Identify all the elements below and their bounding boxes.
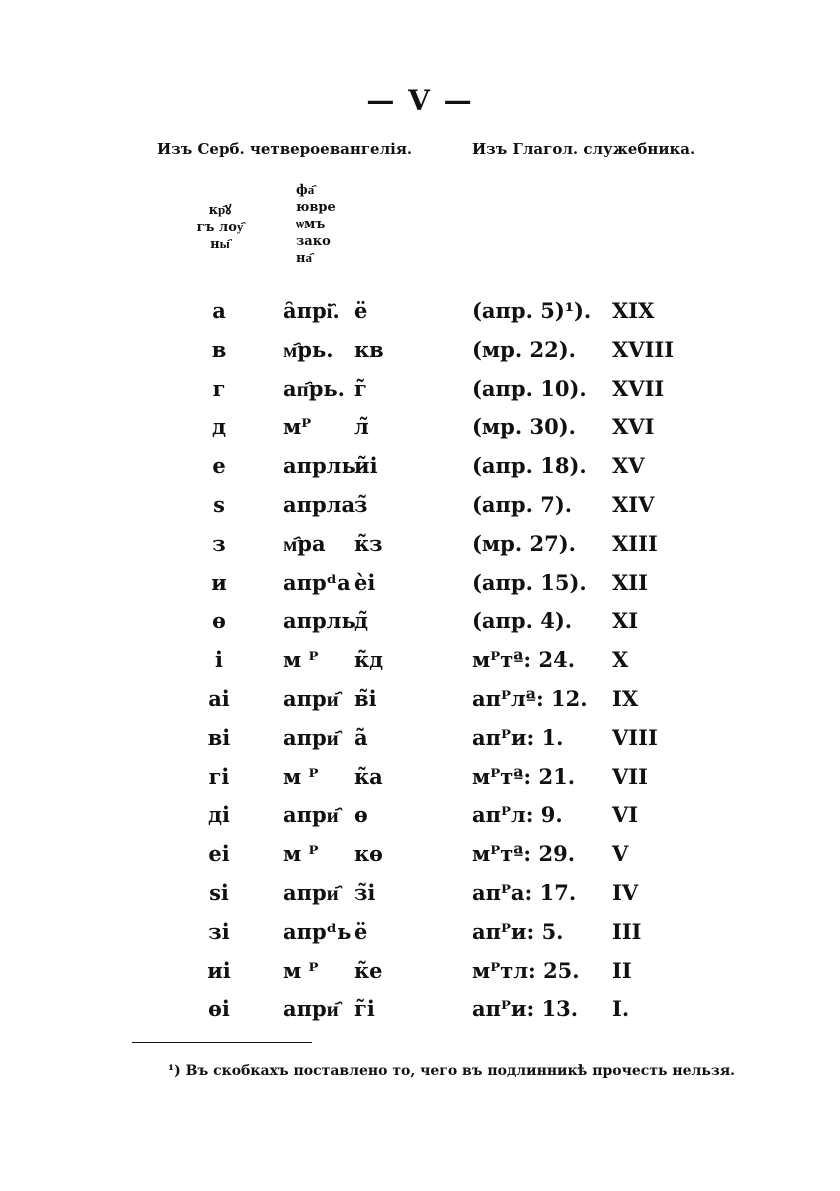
serbian-day: з̃і <box>354 880 376 905</box>
serbian-day: г̃і <box>354 996 375 1021</box>
roman-numeral: X <box>612 647 629 672</box>
subheading-fevroom-zakona: фа҄ ювре ѡмъ зако на҄ <box>296 183 336 266</box>
row-number: і <box>215 647 223 672</box>
serbian-month: апрль <box>283 453 356 478</box>
serbian-month: апри҄ <box>283 725 339 750</box>
serbian-month: апри҄ <box>283 880 339 905</box>
table-row <box>0 647 840 679</box>
roman-numeral: XVI <box>612 414 655 439</box>
table-row <box>0 531 840 563</box>
roman-numeral: VII <box>612 764 648 789</box>
serbian-month: апри҄ <box>283 686 339 711</box>
page-number: — V — <box>366 84 474 117</box>
serbian-month: м ᴾ <box>283 958 319 983</box>
table-row <box>0 919 840 951</box>
table-row <box>0 337 840 369</box>
subheading-kruglogo: кр҄ꙋ гъ лоу҄ ны҄ <box>196 203 244 252</box>
row-number: аі <box>208 686 230 711</box>
roman-numeral: I. <box>612 996 630 1021</box>
right-column-title: Изъ Глагол. служебника. <box>472 140 696 158</box>
glagolitic-date: (апр. 4). <box>472 608 573 633</box>
row-number: ѳ <box>212 608 226 633</box>
row-number: ві <box>207 725 231 750</box>
serbian-month: апри҄ <box>283 996 339 1021</box>
roman-numeral: XIII <box>612 531 658 556</box>
serbian-day: ѳ <box>354 802 368 827</box>
table-row <box>0 764 840 796</box>
row-number: еі <box>208 841 230 866</box>
row-number: и <box>211 570 227 595</box>
row-number: г <box>212 376 226 401</box>
glagolitic-date: мᴾтª: 29. <box>472 841 576 866</box>
glagolitic-date: (апр. 7). <box>472 492 573 517</box>
serbian-day: к̃д <box>354 647 384 672</box>
footnote: ¹) Въ скобкахъ поставлено то, чего въ подлинникѣ прочесть нельзя. <box>168 1063 736 1079</box>
roman-numeral: XIV <box>612 492 655 517</box>
table-row <box>0 608 840 640</box>
serbian-month: мᴾ <box>283 414 312 439</box>
left-column-title: Изъ Серб. четвероевангелія. <box>157 140 413 158</box>
serbian-month: м ᴾ <box>283 764 319 789</box>
roman-numeral: XV <box>612 453 645 478</box>
serbian-month: м҄рь. <box>283 337 334 362</box>
row-number: в <box>211 337 227 362</box>
table-row <box>0 453 840 485</box>
serbian-day: ѐі <box>354 570 376 595</box>
serbian-day: л̃ <box>354 414 369 439</box>
roman-numeral: II <box>612 958 632 983</box>
glagolitic-date: апᴾи: 13. <box>472 996 579 1021</box>
row-number: ѕ <box>213 492 225 517</box>
row-number: з <box>212 531 226 556</box>
serbian-month: м ᴾ <box>283 841 319 866</box>
roman-numeral: IX <box>612 686 639 711</box>
serbian-month: м ᴾ <box>283 647 319 672</box>
serbian-month: апрла <box>283 492 356 517</box>
table-row <box>0 414 840 446</box>
serbian-day: г̃ <box>354 376 367 401</box>
table-row <box>0 841 840 873</box>
roman-numeral: V <box>612 841 629 866</box>
row-number: а <box>212 298 226 323</box>
row-number: гі <box>208 764 230 789</box>
glagolitic-date: апᴾа: 17. <box>472 880 577 905</box>
row-number: ді <box>208 802 230 827</box>
table-row <box>0 686 840 718</box>
table-row <box>0 802 840 834</box>
roman-numeral: XI <box>612 608 639 633</box>
serbian-day: к̃е <box>354 958 383 983</box>
serbian-month: апрль <box>283 608 356 633</box>
glagolitic-date: (апр. 5)¹). <box>472 298 592 323</box>
glagolitic-date: мᴾтª: 24. <box>472 647 576 672</box>
table-row <box>0 492 840 524</box>
roman-numeral: XIX <box>612 298 655 323</box>
serbian-day: а̃ <box>354 725 368 750</box>
serbian-day: и̃і <box>354 453 378 478</box>
serbian-month: ап҄рь. <box>283 376 345 401</box>
serbian-day: д̃ <box>354 608 368 633</box>
roman-numeral: XVIII <box>612 337 675 362</box>
serbian-day: кв <box>354 337 384 362</box>
row-number: ѕі <box>209 880 229 905</box>
serbian-month: ȃпрі҄. <box>283 298 340 323</box>
glagolitic-date: мᴾтª: 21. <box>472 764 576 789</box>
row-number: ѳі <box>208 996 230 1021</box>
table-row <box>0 725 840 757</box>
roman-numeral: XII <box>612 570 648 595</box>
table-row <box>0 996 840 1028</box>
serbian-day: ё <box>354 919 368 944</box>
serbian-month: апри҄ <box>283 802 339 827</box>
glagolitic-date: апᴾи: 5. <box>472 919 564 944</box>
roman-numeral: III <box>612 919 642 944</box>
roman-numeral: XVII <box>612 376 665 401</box>
glagolitic-date: (апр. 18). <box>472 453 587 478</box>
table-row <box>0 376 840 408</box>
glagolitic-date: (апр. 10). <box>472 376 587 401</box>
row-number: иі <box>207 958 231 983</box>
table-row <box>0 880 840 912</box>
glagolitic-date: (мр. 27). <box>472 531 576 556</box>
roman-numeral: IV <box>612 880 639 905</box>
serbian-day: ё <box>354 298 368 323</box>
glagolitic-date: апᴾи: 1. <box>472 725 564 750</box>
glagolitic-date: мᴾтл: 25. <box>472 958 580 983</box>
table-row <box>0 570 840 602</box>
roman-numeral: VIII <box>612 725 658 750</box>
serbian-day: к̃з <box>354 531 383 556</box>
serbian-day: з̃ <box>354 492 368 517</box>
row-number: е <box>212 453 226 478</box>
glagolitic-date: апᴾл: 9. <box>472 802 563 827</box>
glagolitic-date: (апр. 15). <box>472 570 587 595</box>
glagolitic-date: апᴾлª: 12. <box>472 686 588 711</box>
glagolitic-date: (мр. 30). <box>472 414 576 439</box>
roman-numeral: VI <box>612 802 639 827</box>
serbian-day: в̃і <box>354 686 377 711</box>
footnote-rule <box>132 1042 312 1043</box>
serbian-day: кѳ <box>354 841 383 866</box>
row-number: зі <box>208 919 230 944</box>
table-row <box>0 958 840 990</box>
serbian-month: м҄ра <box>283 531 326 556</box>
row-number: д <box>212 414 226 439</box>
serbian-month: апрᵈь <box>283 919 352 944</box>
glagolitic-date: (мр. 22). <box>472 337 576 362</box>
table-row <box>0 298 840 330</box>
serbian-month: апрᵈа <box>283 570 351 595</box>
serbian-day: к̃а <box>354 764 383 789</box>
